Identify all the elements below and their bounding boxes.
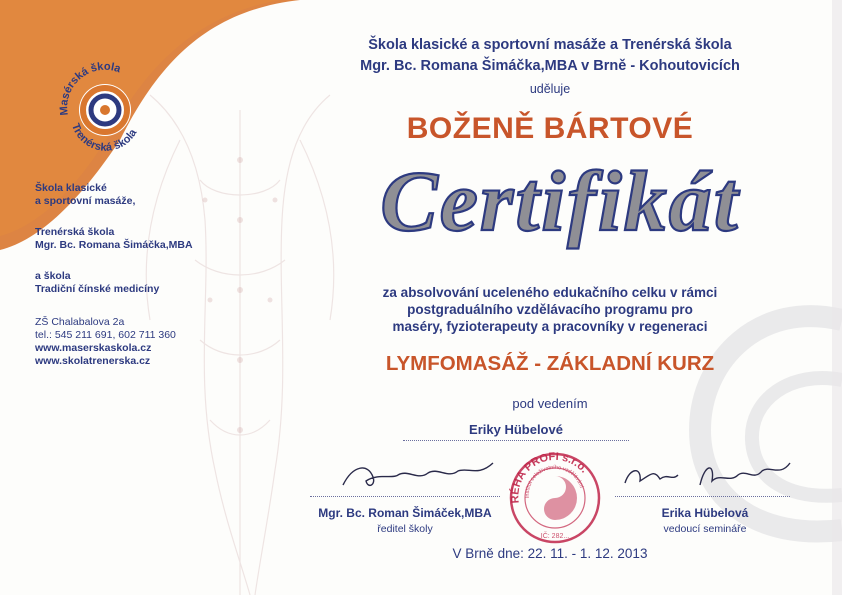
sidebar-school-2-a: Trenérská škola xyxy=(35,226,115,238)
description-line-3: maséry, fyzioterapeuty a pracovníky v regeneraci xyxy=(392,319,708,334)
supervisor-sig-name: Erika Hübelová xyxy=(661,506,749,520)
certificate-title xyxy=(310,150,810,250)
stamp-ico: IČ: 282... xyxy=(540,533,570,540)
director-dotted-line xyxy=(310,496,500,497)
sidebar-web-2[interactable]: www.skolatrenerska.cz xyxy=(35,355,151,367)
director-signature xyxy=(338,455,498,495)
sidebar-school-2-b: Mgr. Bc. Romana Šimáčka,MBA xyxy=(35,239,193,251)
supervisor-signature xyxy=(620,455,795,495)
header-line-2: Mgr. Bc. Romana Šimáčka,MBA v Brně - Kohoutovicích xyxy=(360,58,740,74)
recipient-name: BOŽENĚ BÁRTOVÉ xyxy=(406,112,694,145)
sidebar-contacts xyxy=(35,316,176,368)
director-role: ředitel školy xyxy=(377,523,433,535)
sidebar-phone: tel.: 545 211 691, 602 711 360 xyxy=(35,329,176,341)
supervisor-dotted-line xyxy=(615,496,790,497)
supervision-dotted-line xyxy=(403,440,629,441)
certificate-title-text: Certifikát xyxy=(380,153,740,249)
sidebar-address: ZŠ Chalabalova 2a xyxy=(35,316,125,328)
sidebar-school-1-b: a sportovní masáže, xyxy=(35,195,136,207)
director-name: Mgr. Bc. Roman Šimáček,MBA xyxy=(318,506,492,520)
date-line xyxy=(300,546,800,561)
header-line-1: Škola klasické a sportovní masáže a Trenérská škola xyxy=(368,37,732,53)
sidebar-school-1-a: Škola klasické xyxy=(35,182,107,194)
sidebar-school-1 xyxy=(35,182,135,208)
sidebar-school-3 xyxy=(35,270,159,296)
stamp-text: RÉHA PROFI s.r.o. xyxy=(509,450,591,504)
sidebar-web-1[interactable]: www.maserskaskola.cz xyxy=(35,342,152,354)
logo-top-text: Masérská škola xyxy=(58,60,123,116)
course-title: LYMFOMASÁŽ - ZÁKLADNÍ KURZ xyxy=(385,352,715,375)
header-line-3: uděluje xyxy=(529,82,571,96)
sidebar-school-3-b: Tradiční čínské medicíny xyxy=(35,283,160,295)
description-line-2: postgraduálního vzdělávacího programu pro xyxy=(407,302,693,317)
company-stamp xyxy=(505,448,605,548)
stamp-subtext: Institut celoživotního vzdělávání xyxy=(524,464,585,499)
date-value: 22. 11. - 1. 12. 2013 xyxy=(527,546,648,561)
date-label: V Brně dne: xyxy=(452,546,524,561)
supervisor-sig-role: vedoucí semináře xyxy=(663,523,747,535)
supervisor-name: Eriky Hübelové xyxy=(469,422,563,437)
description-line-1: za absolvování uceleného edukačního celku v rámci xyxy=(382,285,718,300)
sidebar-school-2 xyxy=(35,226,193,252)
sidebar-school-3-a: a škola xyxy=(35,270,71,282)
supervision-label: pod vedením xyxy=(512,396,588,411)
logo-bottom-text: Trenérská škola xyxy=(69,121,140,154)
school-logo xyxy=(50,55,160,165)
